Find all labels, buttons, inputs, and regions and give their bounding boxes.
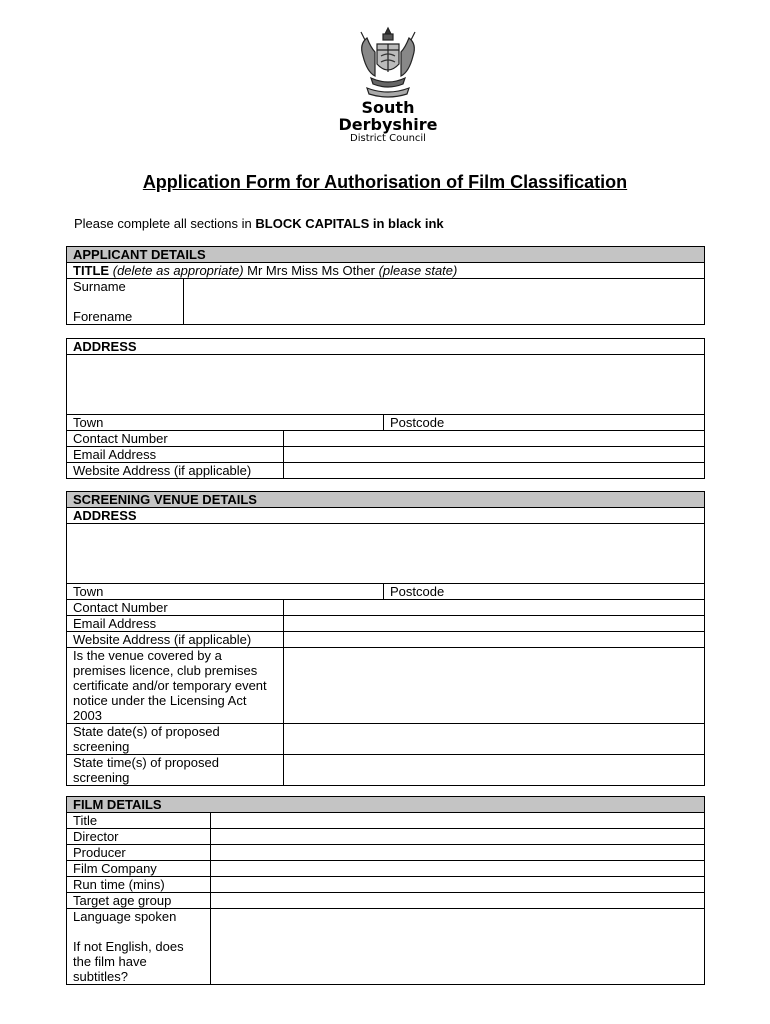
contact-label: Contact Number (67, 431, 284, 447)
licence-question-label: Is the venue covered by a premises licence, club premises certificate and/or temporary event notice under the Licensing Act 2003 (67, 648, 284, 724)
logo-line-3: District Council (350, 132, 426, 144)
film-runtime-input[interactable] (211, 877, 705, 893)
film-field-label: Run time (mins) (67, 877, 211, 893)
film-producer-input[interactable] (211, 845, 705, 861)
intro-text (74, 216, 444, 231)
email-label: Email Address (67, 447, 284, 463)
email-input[interactable] (284, 447, 705, 463)
licence-answer-input[interactable] (284, 648, 705, 724)
title-row[interactable] (67, 263, 705, 279)
postcode-label: Postcode (390, 415, 445, 430)
venue-header: SCREENING VENUE DETAILS (67, 492, 705, 508)
address-section (66, 338, 705, 479)
venue-address-label: ADDRESS (67, 508, 705, 524)
film-field-label: Title (67, 813, 211, 829)
language-cell (67, 909, 211, 985)
times-label: State time(s) of proposed screening (67, 755, 284, 786)
address-header: ADDRESS (67, 339, 705, 355)
language-input[interactable] (211, 909, 705, 985)
website-input[interactable] (284, 463, 705, 479)
intro-prefix: Please complete all sections in (74, 216, 256, 231)
forename-label: Forename (73, 309, 133, 324)
venue-contact-label: Contact Number (67, 600, 284, 616)
town-field[interactable] (67, 415, 384, 431)
film-field-label: Director (67, 829, 211, 845)
postcode-field[interactable] (384, 415, 705, 431)
dates-label: State date(s) of proposed screening (67, 724, 284, 755)
film-header: FILM DETAILS (67, 797, 705, 813)
crest-icon (357, 26, 419, 100)
venue-town-field[interactable] (67, 584, 384, 600)
title-options[interactable]: Mr Mrs Miss Ms Other (243, 263, 379, 278)
logo-line-2: Derbyshire (338, 114, 438, 134)
venue-email-input[interactable] (284, 616, 705, 632)
venue-address-input[interactable] (67, 524, 705, 584)
venue-email-label: Email Address (67, 616, 284, 632)
film-age-group-input[interactable] (211, 893, 705, 909)
applicant-header: APPLICANT DETAILS (67, 247, 705, 263)
film-details-section (66, 796, 705, 985)
logo-line-1: South (361, 98, 415, 117)
venue-postcode-field[interactable] (384, 584, 705, 600)
film-director-input[interactable] (211, 829, 705, 845)
title-other-hint: (please state) (378, 263, 458, 278)
address-input-field[interactable] (67, 355, 705, 415)
contact-input[interactable] (284, 431, 705, 447)
surname-label: Surname (73, 279, 126, 294)
intro-bold: BLOCK CAPITALS in black ink (255, 216, 444, 231)
film-title-input[interactable] (211, 813, 705, 829)
venue-website-label: Website Address (if applicable) (67, 632, 284, 648)
name-labels-cell (67, 279, 184, 325)
venue-postcode-label: Postcode (390, 584, 445, 599)
subtitles-label: If not English, does the film have subtitles? (73, 939, 184, 984)
website-label: Website Address (if applicable) (67, 463, 284, 479)
times-input[interactable] (284, 755, 705, 786)
language-label: Language spoken (73, 909, 177, 924)
venue-website-input[interactable] (284, 632, 705, 648)
town-label: Town (73, 415, 104, 430)
dates-input[interactable] (284, 724, 705, 755)
venue-contact-input[interactable] (284, 600, 705, 616)
name-input-field[interactable] (184, 279, 705, 325)
venue-details-section (66, 491, 705, 786)
council-logo (338, 26, 438, 144)
title-hint: (delete as appropriate) (112, 263, 244, 278)
applicant-details-section (66, 246, 705, 325)
page-title: Application Form for Authorisation of Film Classification (142, 172, 628, 192)
film-company-input[interactable] (211, 861, 705, 877)
venue-town-label: Town (73, 584, 104, 599)
film-field-label: Producer (67, 845, 211, 861)
film-field-label: Film Company (67, 861, 211, 877)
title-label: TITLE (73, 263, 110, 278)
film-field-label: Target age group (67, 893, 211, 909)
